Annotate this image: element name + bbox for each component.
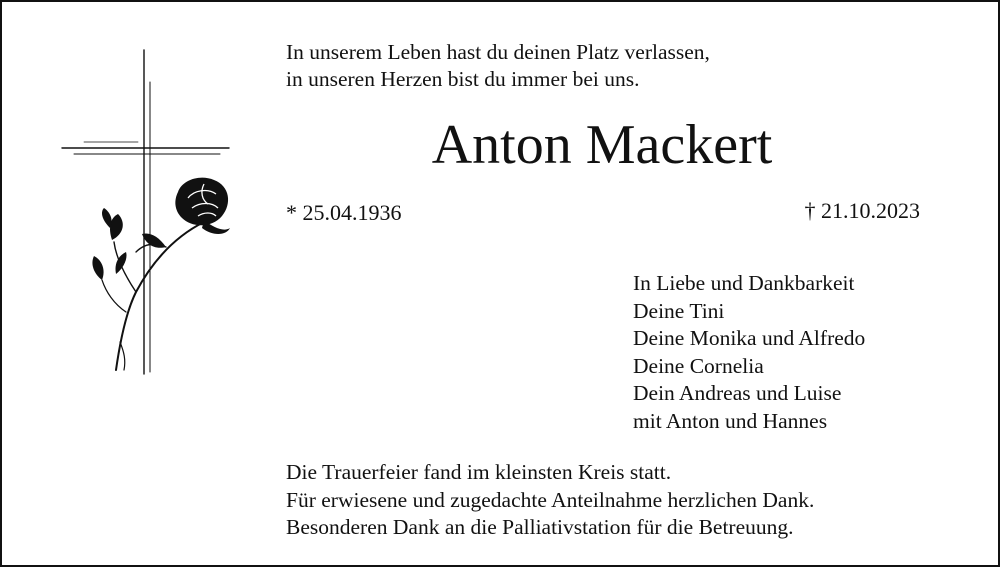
deceased-name: Anton Mackert [431, 114, 773, 176]
poem-line: in unseren Herzen bist du immer bei uns. [286, 67, 640, 91]
mourner-line: Deine Monika und Alfredo [633, 326, 866, 350]
mourner-line: Dein Andreas und Luise [633, 381, 842, 405]
mourner-line: Deine Cornelia [633, 353, 764, 378]
mourner-line: mit Anton und Hannes [633, 408, 828, 433]
birth-date: * 25.04.1936 [286, 200, 402, 225]
memorial-poem [286, 39, 710, 93]
closing-line: Besonderen Dank an die Palliativstation für die Betreuung. [286, 515, 794, 539]
cross-with-rose-icon [54, 42, 244, 382]
closing-line: Für erwiesene und zugedachte Anteilnahme herzlichen Dank. [286, 487, 815, 512]
poem-line: In unserem Leben hast du deinen Platz verlassen, [286, 40, 710, 64]
closing-notice [286, 459, 814, 542]
mourner-line: In Liebe und Dankbarkeit [633, 271, 855, 295]
closing-line: Die Trauerfeier fand im kleinsten Kreis statt. [286, 460, 672, 484]
mourner-line: Deine Tini [633, 298, 725, 323]
death-date: † 21.10.2023 [804, 198, 920, 223]
mourners-list [633, 270, 865, 435]
